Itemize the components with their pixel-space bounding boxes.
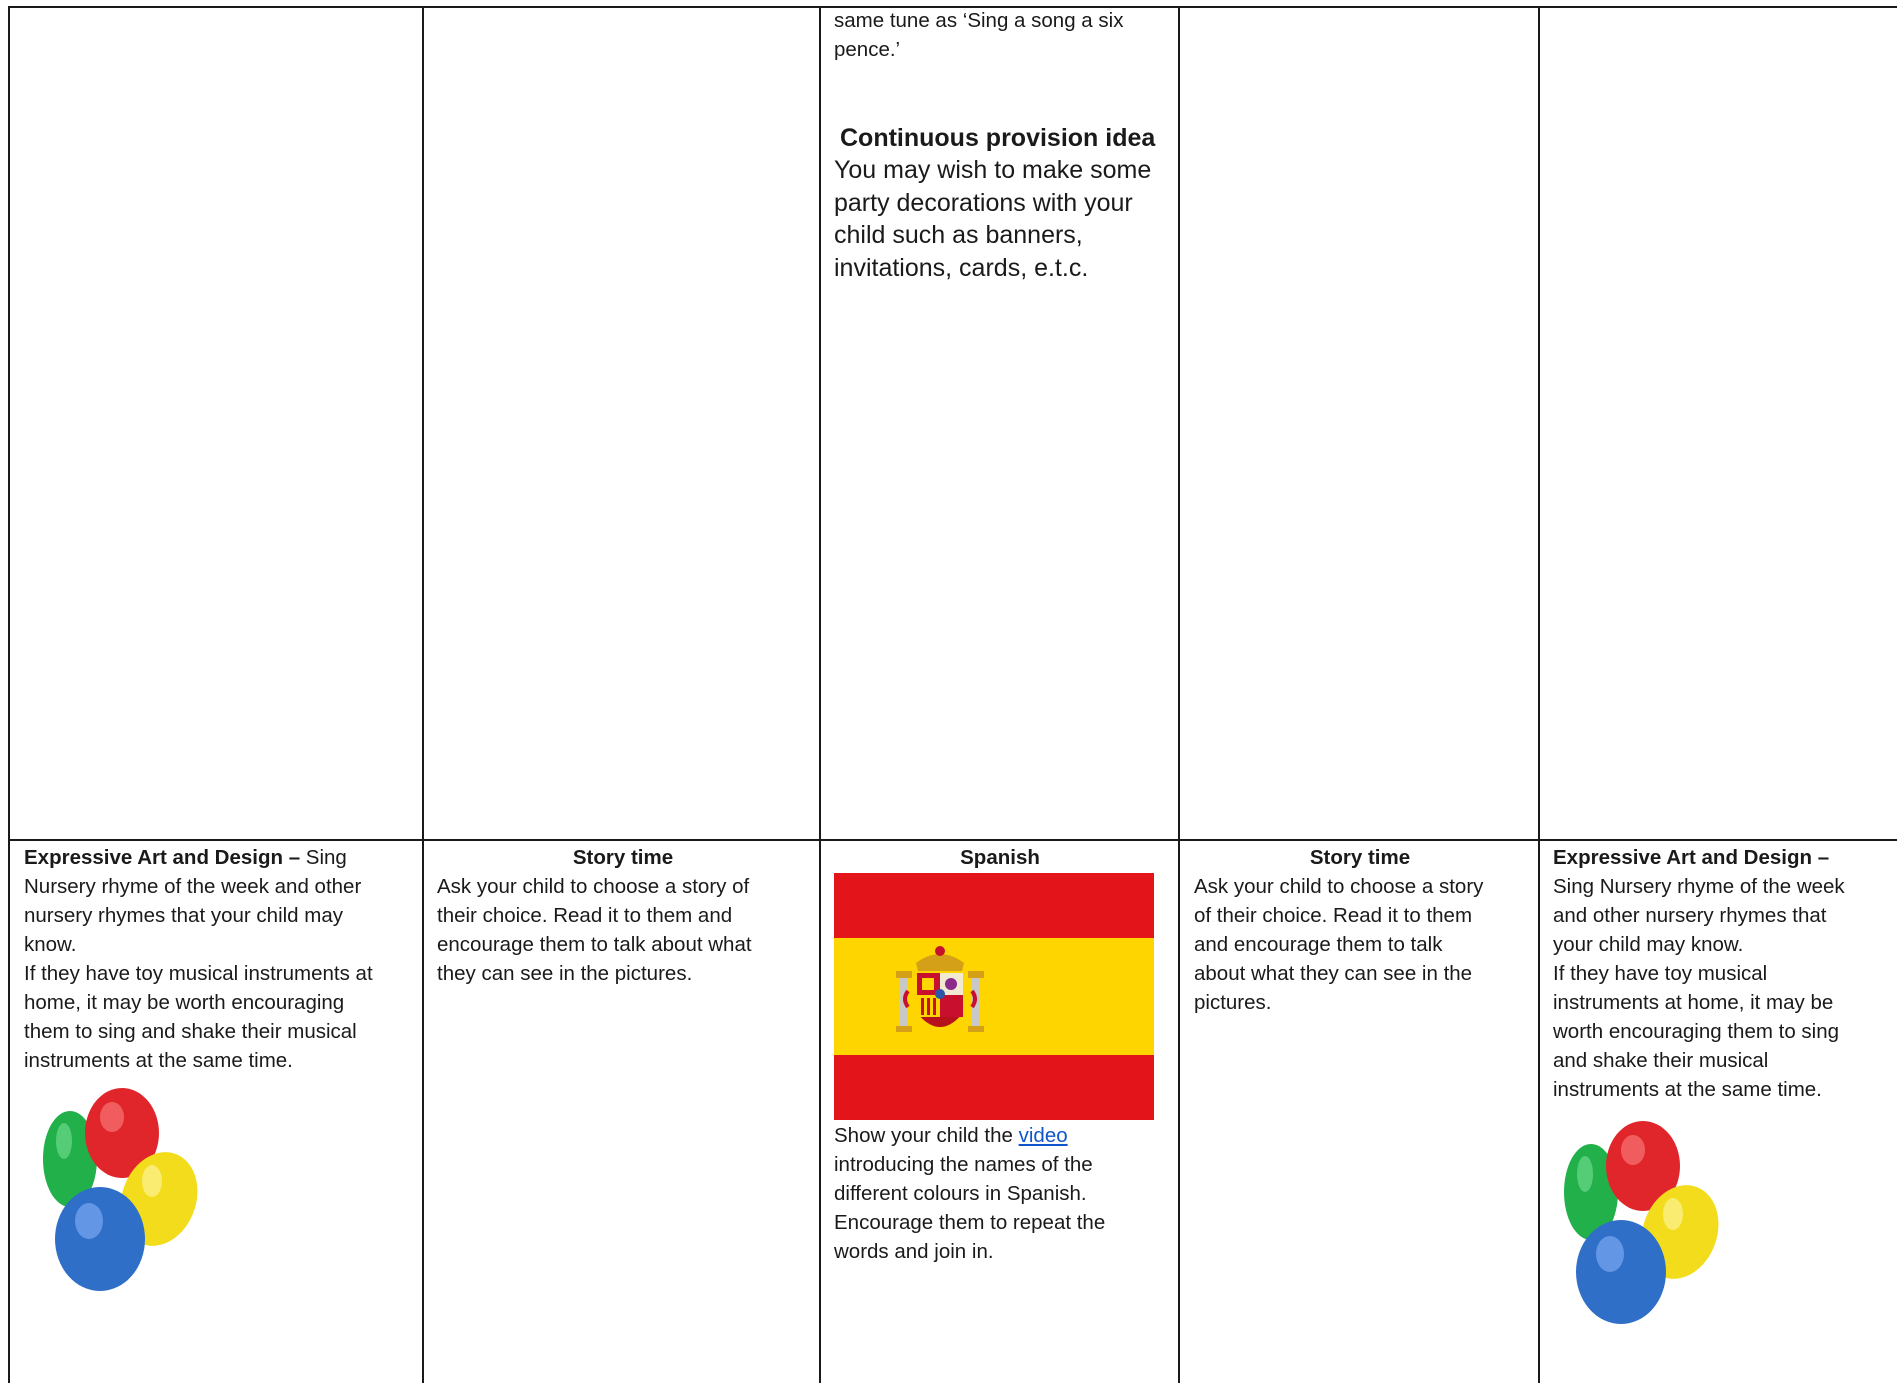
text-line: pence.’	[834, 38, 901, 61]
expressive-art-cell-1	[12, 843, 422, 1296]
text-line: home, it may be worth encouraging	[24, 991, 345, 1014]
text-line: and encourage them to talk	[1194, 933, 1443, 956]
text-line: about what they can see in the	[1194, 962, 1473, 985]
cell-title-tail: Sing	[300, 846, 347, 869]
column-divider-1	[422, 6, 424, 1383]
text-before-link: Show your child the	[834, 1124, 1019, 1147]
text-line: and other nursery rhymes that	[1553, 904, 1827, 927]
text-line: of their choice. Read it to them	[1194, 904, 1473, 927]
cell-title: Expressive Art and Design –	[1553, 846, 1830, 869]
text-line: introducing the names of the	[834, 1153, 1093, 1176]
text-line: different colours in Spanish.	[834, 1182, 1087, 1205]
continuous-provision-title: Continuous provision idea	[840, 124, 1156, 152]
text-line: and shake their musical	[1553, 1049, 1769, 1072]
cell-title: Expressive Art and Design –	[24, 846, 301, 869]
text-line: them to sing and shake their musical	[24, 1020, 357, 1043]
text-line: Ask your child to choose a story	[1194, 875, 1484, 898]
text-line: instruments at home, it may be	[1553, 991, 1834, 1014]
text-line: know.	[24, 933, 77, 956]
text-line: invitations, cards, e.t.c.	[834, 253, 1089, 282]
row-divider	[10, 839, 1897, 841]
cell-title: Story time	[572, 846, 674, 869]
text-line: nursery rhymes that your child may	[24, 904, 344, 927]
text-line: Ask your child to choose a story of	[437, 875, 750, 898]
text-line: instruments at the same time.	[1553, 1078, 1822, 1101]
text-line: same tune as ‘Sing a song a six	[834, 9, 1124, 32]
video-link[interactable]: video	[1018, 1124, 1068, 1147]
spain-flag-image	[834, 873, 1166, 1120]
text-line: Nursery rhyme of the week and other	[24, 875, 362, 898]
top-col3-cell	[823, 6, 1178, 284]
cell-title: Story time	[1309, 846, 1411, 869]
text-line: If they have toy musical	[1553, 962, 1768, 985]
story-time-cell-2	[1180, 843, 1538, 1017]
spanish-cell	[821, 843, 1178, 1266]
text-line: If they have toy musical instruments at	[24, 962, 373, 985]
egg-shakers-image	[34, 1081, 412, 1296]
text-line: encourage them to talk about what	[437, 933, 752, 956]
story-time-cell-1	[424, 843, 819, 988]
text-line: instruments at the same time.	[24, 1049, 293, 1072]
text-line: your child may know.	[1553, 933, 1744, 956]
text-line: words and join in.	[834, 1240, 994, 1263]
cell-heading-line	[24, 843, 412, 872]
text-line: pictures.	[1194, 991, 1272, 1014]
column-divider-3	[1178, 6, 1180, 1383]
egg-shakers-image	[1555, 1114, 1889, 1329]
text-line: Encourage them to repeat the	[834, 1211, 1106, 1234]
expressive-art-cell-2	[1540, 843, 1897, 1329]
text-line: Sing Nursery rhyme of the week	[1553, 875, 1845, 898]
text-line: their choice. Read it to them and	[437, 904, 733, 927]
cell-title: Spanish	[960, 846, 1040, 869]
text-line: party decorations with your	[834, 188, 1133, 217]
text-line: You may wish to make some	[834, 156, 1152, 184]
video-sentence	[834, 1121, 1166, 1150]
text-line: child such as banners,	[834, 221, 1083, 249]
text-line: they can see in the pictures.	[437, 962, 693, 985]
text-line: worth encouraging them to sing	[1553, 1020, 1840, 1043]
table-left-border	[8, 6, 10, 1383]
